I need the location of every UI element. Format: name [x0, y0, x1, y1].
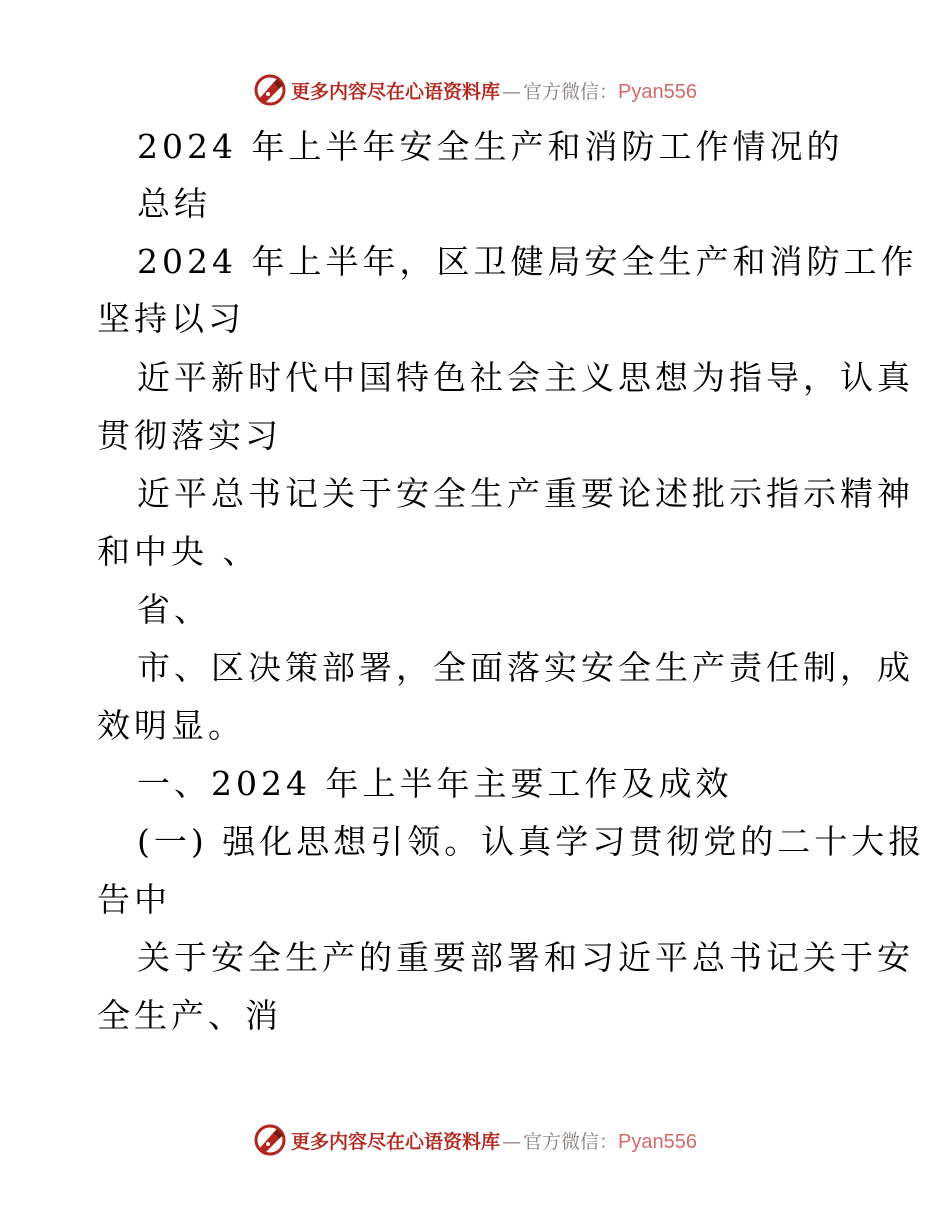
header-watermark [0, 68, 950, 112]
doc-title-line-2: 总结 [137, 184, 211, 223]
watermark-brand: 更多内容尽在心语资料库 [291, 80, 501, 103]
watermark-text [291, 1127, 697, 1154]
watermark-contact-id: Pyan556 [618, 80, 697, 103]
doc-text-line: 效明显。 [97, 706, 245, 745]
pen-nib-logo-icon [253, 73, 287, 107]
doc-text-line: 近平新时代中国特色社会主义思想为指导，认真 [137, 358, 914, 397]
doc-subsection-line: (一) 强化思想引领。认真学习贯彻党的二十大报 [137, 822, 926, 861]
doc-text-line: 近平总书记关于安全生产重要论述批示指示精神 [137, 474, 914, 513]
doc-text-line: 告中 [97, 880, 171, 919]
doc-text-line: 市、区决策部署，全面落实安全生产责任制，成 [137, 648, 914, 687]
watermark-brand: 更多内容尽在心语资料库 [291, 1130, 501, 1153]
pen-nib-logo-icon [253, 1123, 287, 1157]
doc-text-line: 贯彻落实习 [97, 416, 282, 455]
doc-section-heading: 一、2024 年上半年主要工作及成效 [137, 764, 733, 803]
watermark-contact-id: Pyan556 [618, 1130, 697, 1153]
watermark-text [291, 77, 697, 104]
watermark-contact-label: 官方微信： [523, 1130, 619, 1153]
doc-title-line-1: 2024 年上半年安全生产和消防工作情况的 [137, 127, 844, 166]
watermark-dash: — [502, 80, 522, 103]
doc-text-line: 坚持以习 [97, 299, 245, 338]
doc-text-line: 关于安全生产的重要部署和习近平总书记关于安 [137, 938, 914, 977]
doc-text-line: 全生产、消 [97, 996, 282, 1035]
doc-text-line: 和中央 、 [97, 532, 260, 571]
doc-text-line: 2024 年上半年，区卫健局安全生产和消防工作 [137, 242, 918, 281]
watermark-dash: — [502, 1130, 522, 1153]
watermark-contact-label: 官方微信： [523, 80, 619, 103]
doc-text-line: 省、 [137, 590, 211, 629]
footer-watermark [0, 1118, 950, 1162]
